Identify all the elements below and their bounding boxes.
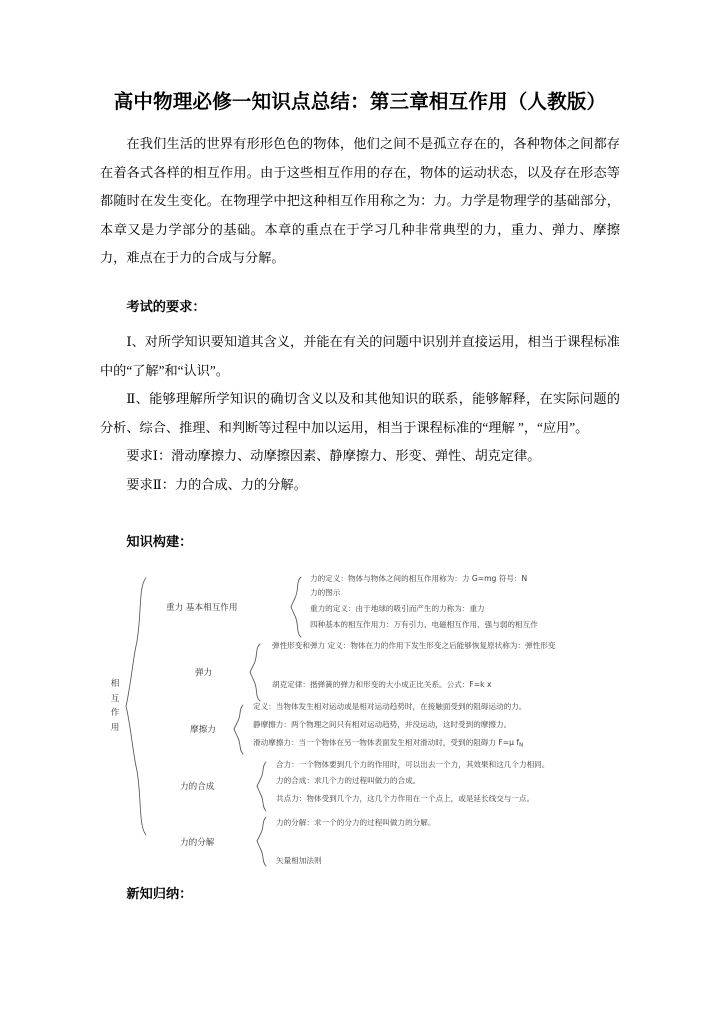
paragraph-intro: 在我们生活的世界有形形色色的物体，他们之间不是孤立存在的，各种物体之间都存在着各式各样的相互作用。由于这些相互作用的存在，物体的运动状态，以及存在形态等都随时在发生变化。在物理学中把这种相互作用称之为：力。力学是物理学的基础部分，本章又是力学部分的基础。本章的重点在于学习几种非常典型的力，重力、弹力、摩擦力，难点在于力的合成与分解。: [100, 136, 620, 265]
brace-gravity: [291, 577, 301, 637]
brace-friction: [234, 705, 243, 754]
paragraph-requirement-list-2: 要求Ⅱ：力的合成、力的分解。: [126, 477, 307, 492]
paragraph-requirement-1: Ⅰ、对所学知识要知道其含义，并能在有关的问题中识别并直接运用，相当于课程标准中的“了解”和“认识”。: [100, 334, 620, 378]
knowledge-structure-diagram: [100, 560, 630, 865]
document-body: [78, 0, 642, 1018]
page-title: 高中物理必修一知识点总结：第三章相互作用（人教版）: [113, 92, 607, 113]
diagram-item-composition-2: 共点力：物体受到几个力，这几个力作用在一个点上，或是延长线交与一点。: [276, 794, 535, 803]
diagram-item-friction-0: 定义：当物体发生相对运动或是相对运动趋势时，在接触面受到的阻碍运动的力。: [253, 702, 527, 711]
heading-knowledge-construction: 知识构建：: [126, 534, 193, 549]
diagram-item-gravity-2: 重力的定义：由于地球的吸引而产生的力称为：重力: [310, 604, 485, 613]
diagram-item-composition-1: 力的合成：求几个力的过程叫做力的合成。: [276, 776, 421, 785]
brace-root: [126, 578, 146, 835]
friction-formula-subscript: N: [519, 742, 524, 749]
diagram-branch-label-friction: 摩擦力: [190, 725, 216, 735]
diagram-branch-label-decomposition: 力的分解: [180, 838, 215, 848]
heading-new-knowledge: 新知归纳：: [126, 886, 193, 901]
brace-composition: [257, 762, 266, 811]
paragraph-requirement-2: Ⅱ、能够理解所学知识的确切含义以及和其他知识的联系，能够解释，在实际问题的分析、综合、推理、和判断等过程中加以运用，相当于课程标准的“理解 ”，“应用”。: [100, 391, 620, 435]
heading-exam-requirements: 考试的要求：: [126, 299, 206, 314]
diagram-branch-label-elastic: 弹力: [195, 668, 213, 678]
diagram-item-friction-2: [253, 736, 523, 753]
paragraph-requirement-list-1: 要求Ⅰ：滑动摩擦力、动摩擦因素、静摩擦力、形变、弹性、胡克定律。: [126, 448, 541, 463]
diagram-item-friction-1: 静摩擦力：两个物理之间只有相对运动趋势，并没运动，这时受到的摩擦力。: [253, 720, 512, 729]
diagram-root-label: 相 互 作 用: [110, 679, 120, 733]
diagram-item-friction-2-text: 滑动摩擦力：当一个物体在另一物体表面发生相对滑动时，受到的阻碍力 F=μ f: [253, 738, 520, 747]
diagram-branch-label-gravity: 重力 基本相互作用: [166, 603, 238, 613]
diagram-item-gravity-1: 力的图示: [310, 588, 341, 597]
brace-elastic: [250, 644, 260, 701]
diagram-item-decomposition-0: 力的分解：求一个的分力的过程叫做力的分解。: [276, 818, 436, 827]
diagram-item-gravity-3: 四种基本的相互作用力：万有引力、电磁相互作用、强与弱的相互作: [310, 620, 538, 629]
diagram-item-elastic-1: 胡克定律：揩弹簧的弹力和形变的大小成正比关系。公式：F=k x: [272, 680, 492, 689]
diagram-item-composition-0: 合力：一个物体要到几个力的作用时，可以出去一个力，其效果和这几个力相同。: [276, 760, 550, 769]
diagram-item-gravity-0: 力的定义：物体与物体之间的相互作用称为：力 G=mg 符号：N: [310, 574, 528, 583]
diagram-item-decomposition-1: 矢量相加法则: [276, 856, 322, 865]
diagram-branch-label-composition: 力的合成: [180, 782, 215, 792]
brace-decomposition: [257, 817, 266, 866]
diagram-item-elastic-0: 弹性形变和弹力 定义：物体在力的作用下发生形变之后能够恢复原状称为：弹性形变: [272, 641, 556, 650]
